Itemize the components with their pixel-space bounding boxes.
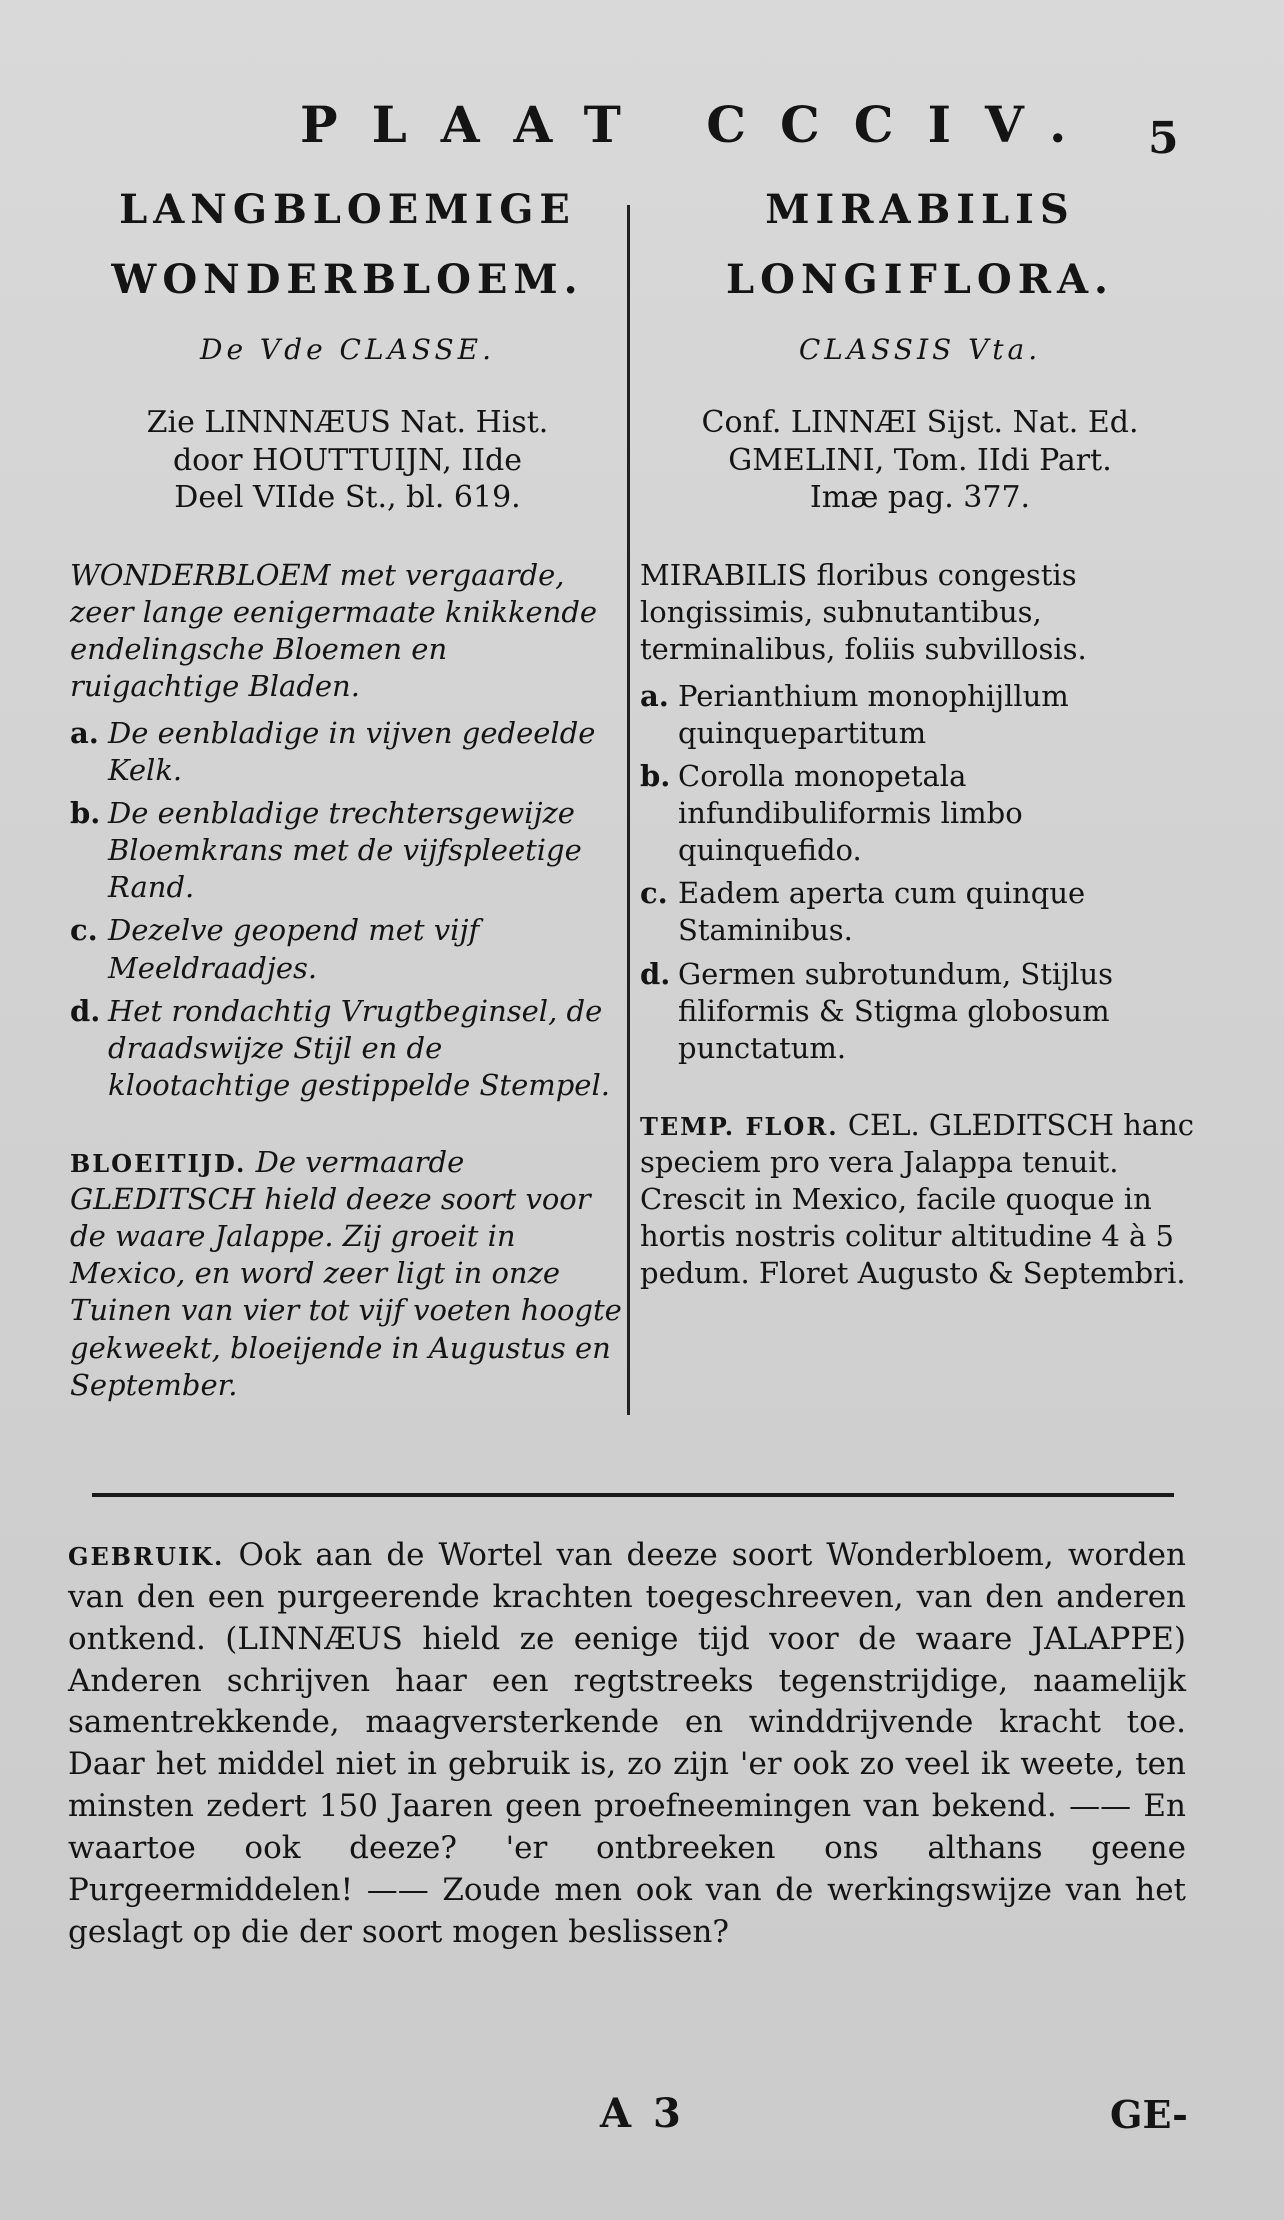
bloeitijd-label: BLOEITIJD. — [70, 1149, 247, 1179]
temp-flor-text: CEL. GLEDITSCH hanc speciem pro vera Jalappa tenuit. Crescit in Mexico, facile quoque in hortis nostris colitur altitudine 4 à 5 pedum. Floret Augusto & Septembri. — [640, 1107, 1194, 1291]
dutch-description: WONDERBLOEM met vergaarde, zeer lange eenigermaate knikkende endelingsche Bloemen en ruigachtige Bladen. — [70, 557, 598, 703]
latin-ref-line-1: Conf. LINNÆI Sijst. Nat. Ed. — [701, 405, 1139, 440]
latin-item-key: a. — [640, 678, 669, 713]
latin-item-key: d. — [640, 956, 671, 991]
dutch-item-list — [70, 715, 625, 1104]
gebruik-paragraph — [68, 1535, 1186, 1953]
latin-item-text: Eadem aperta cum quinque Staminibus. — [678, 876, 1086, 948]
dutch-item — [70, 795, 625, 906]
latin-item — [640, 875, 1200, 949]
catchword: GE- — [1110, 2092, 1188, 2137]
temp-flor-label: TEMP. FLOR. — [640, 1111, 839, 1141]
latin-item — [640, 678, 1200, 752]
dutch-item-key: d. — [70, 993, 101, 1028]
page-number: 5 — [1148, 113, 1179, 164]
gebruik-text: Ook aan de Wortel van deeze soort Wonderbloem, worden van den een purgeerende krachten toegeschreeven, van den anderen ontkend. (LINNÆUS hield ze eenige tijd voor de waare JALAPPE) Anderen schrijven haar een regtstreeks tegenstrijdige, naamelijk samentrekkende, maagversterkende en winddrijvende kracht toe. Daar het middel niet in gebruik is, zo zijn 'er ook zo veel ik weete, ten minsten zedert 150 Jaaren geen proefneemingen van bekend. —— En waartoe ook deeze? 'er ontbreeken ons althans geene Purgeermiddelen! —— Zoude men ook van de werkingswijze van het geslagt op die der soort mogen beslissen? — [68, 1537, 1186, 1950]
dutch-item-key: a. — [70, 715, 99, 750]
dutch-item-text: De eenbladige in vijven gedeelde Kelk. — [108, 715, 596, 788]
dutch-ref-line-2: door HOUTTUIJN, IIde — [172, 442, 523, 478]
dutch-item-key: b. — [70, 796, 101, 831]
dutch-column — [70, 185, 625, 1404]
section-rule — [92, 1493, 1174, 1497]
signature-mark: A 3 — [600, 2090, 685, 2137]
latin-ref-line-3: Imæ pag. 377. — [809, 480, 1031, 515]
dutch-item — [70, 912, 625, 986]
latin-item — [640, 956, 1200, 1067]
dutch-ref-line-3: Deel VIIde St., bl. 619. — [174, 480, 521, 515]
latin-item-list — [640, 678, 1200, 1067]
dutch-item — [70, 993, 625, 1104]
dutch-bloeitijd — [70, 1144, 625, 1404]
dutch-item-text: Het rondachtig Vrugtbeginsel, de draadswijze Stijl en de klootachtige gestippelde Stempel. — [108, 993, 610, 1102]
latin-item-key: c. — [640, 876, 668, 911]
plate-title: PLAAT CCCIV. — [300, 95, 1101, 154]
latin-item — [640, 758, 1200, 869]
latin-description: MIRABILIS floribus congestis longissimis, subnutantibus, terminalibus, foliis subvillosis. — [640, 557, 1087, 666]
latin-ref-line-2: GMELINI, Tom. IIdi Part. — [728, 442, 1112, 478]
latin-item-key: b. — [640, 759, 671, 794]
latin-reference — [640, 404, 1200, 517]
dutch-item-text: Dezelve geopend met vijf Meeldraadjes. — [108, 913, 480, 985]
latin-column — [640, 185, 1200, 1292]
column-divider — [627, 205, 630, 1415]
dutch-item-text: De eenbladige trechtersgewijze Bloemkrans met de vijfspleetige Rand. — [108, 796, 582, 905]
latin-temp-flor — [640, 1107, 1200, 1293]
latin-heading-1: MIRABILIS — [765, 186, 1075, 233]
dutch-item-key: c. — [70, 913, 98, 948]
latin-heading-2: LONGIFLORA. — [726, 256, 1114, 303]
latin-item-text: Perianthium monophijllum quinquepartitum — [678, 678, 1069, 750]
dutch-reference — [70, 404, 625, 517]
dutch-classe: De Vde CLASSE. — [200, 333, 495, 366]
latin-item-text: Germen subrotundum, Stijlus filiformis & Stigma globosum punctatum. — [678, 956, 1113, 1065]
dutch-heading-2: WONDERBLOEM. — [111, 256, 584, 303]
latin-item-text: Corolla monopetala infundibuliformis limbo quinquefido. — [678, 759, 1023, 868]
latin-classis: CLASSIS Vta. — [798, 333, 1042, 366]
dutch-heading-1: LANGBLOEMIGE — [119, 186, 576, 233]
dutch-item — [70, 715, 625, 789]
bloeitijd-text: De vermaarde GLEDITSCH hield deeze soort voor de waare Jalappe. Zij groeit in Mexico, en word zeer ligt in onze Tuinen van vier tot vijf voeten hoogte gekweekt, bloeijende in Augustus en September. — [70, 1145, 622, 1402]
gebruik-label: GEBRUIK. — [68, 1542, 225, 1571]
dutch-ref-line-1: Zie LINNNÆUS Nat. Hist. — [146, 405, 549, 440]
